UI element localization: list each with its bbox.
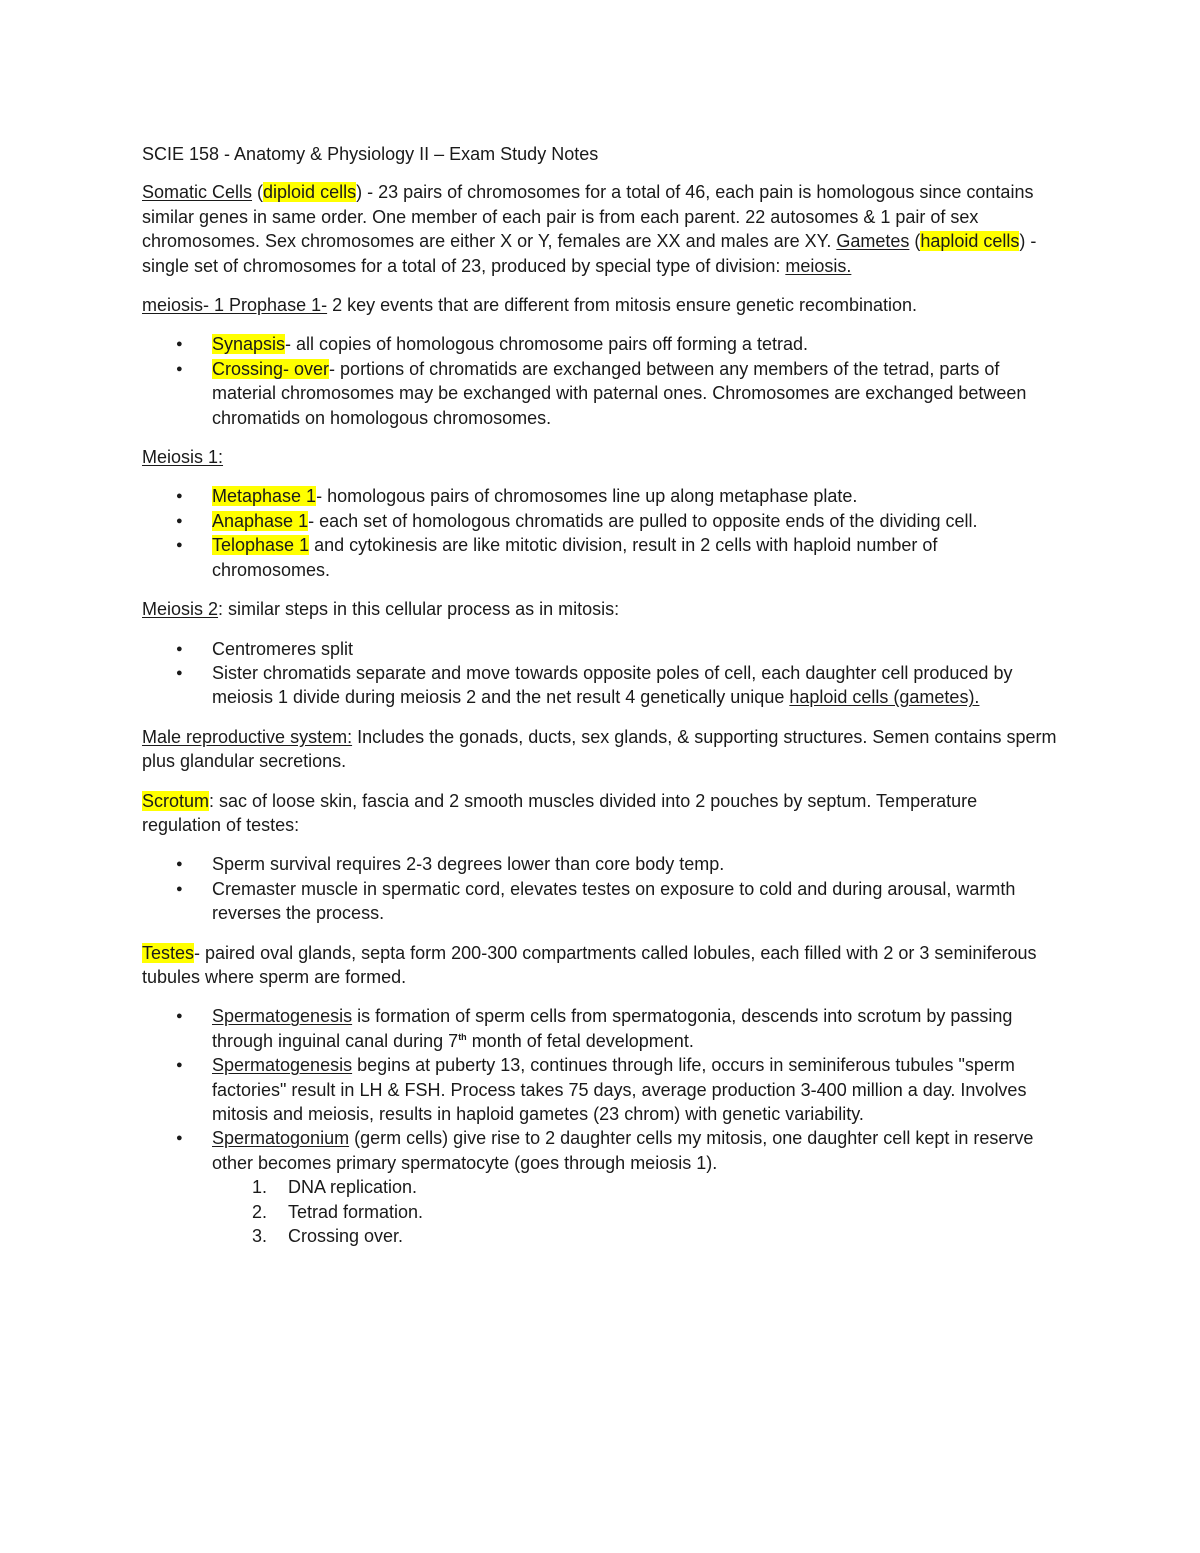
term-spermatogonium: Spermatogonium: [212, 1128, 350, 1149]
list-item: ● Sperm survival requires 2-3 degrees lower than core body temp.: [142, 852, 1060, 876]
item-number: 2.: [252, 1201, 268, 1222]
item-number: 1.: [252, 1177, 268, 1198]
list-item: [142, 533, 1060, 582]
paragraph-male-reproductive-system: [142, 725, 1060, 774]
list-item: [142, 509, 1060, 533]
list-item: [142, 357, 1060, 430]
list-item: ● Centromeres split: [142, 637, 1060, 661]
text-run: ) - 23 pairs of chromosomes for a total of 46, each pain is homologous since contains similar genes in same order. One member of each pair is from each parent. 22 autosomes & 1 pair of sex chromosomes. Sex chromosomes are either X or Y, females are XX and males are XY.: [142, 182, 1034, 252]
term-gametes: Gametes: [836, 231, 910, 252]
highlight-haploid-cells: haploid cells: [920, 231, 1020, 252]
heading-meiosis-1-text: Meiosis 1:: [142, 447, 224, 468]
spermatocyte-steps-list: [212, 1175, 1060, 1248]
list-item: ● Cremaster muscle in spermatic cord, elevates testes on exposure to cold and during arousal, warmth reverses the process.: [142, 877, 1060, 926]
list-item: [142, 1004, 1060, 1053]
meiosis-2-list: [142, 637, 1060, 710]
term-spermatogenesis: Spermatogenesis: [212, 1055, 353, 1076]
text-run: 2 key events that are different from mitosis ensure genetic recombination.: [327, 295, 918, 316]
text-run: month of fetal development.: [466, 1030, 694, 1051]
list-item: [142, 1126, 1060, 1248]
text-run: - portions of chromatids are exchanged between any members of the tetrad, parts of material chromosomes may be exchanged with paternal ones. Chromosomes are exchanged between chromatids on homologous chromosomes.: [212, 358, 1027, 428]
term-meiosis: meiosis.: [785, 255, 852, 276]
text-run: (: [252, 182, 264, 203]
text-run: : similar steps in this cellular process as in mitosis:: [218, 599, 620, 620]
paragraph-somatic-cells: [142, 180, 1060, 278]
text-run: Tetrad formation.: [288, 1201, 424, 1222]
list-item: [142, 661, 1060, 710]
highlight-metaphase-1: Metaphase 1: [212, 486, 317, 507]
text-run: is formation of sperm cells from spermatogonia, descends into scrotum by passing through inguinal canal during 7: [212, 1006, 1013, 1051]
text-run: : sac of loose skin, fascia and 2 smooth muscles divided into 2 pouches by septum. Temperature regulation of testes:: [142, 790, 978, 835]
text-run: - homologous pairs of chromosomes line up along metaphase plate.: [316, 486, 858, 507]
highlight-crossing-over: Crossing- over: [212, 358, 330, 379]
testes-list: [142, 1004, 1060, 1248]
highlight-scrotum: Scrotum: [142, 790, 210, 811]
paragraph-meiosis-2: [142, 597, 1060, 621]
text-run: Crossing over.: [288, 1226, 404, 1247]
prophase-list: [142, 332, 1060, 430]
numbered-item: [212, 1200, 1060, 1224]
heading-meiosis-1: [142, 445, 1060, 469]
list-item: [142, 1053, 1060, 1126]
paragraph-prophase-1: [142, 293, 1060, 317]
highlight-testes: Testes: [142, 942, 195, 963]
term-somatic-cells: Somatic Cells: [142, 182, 253, 203]
scrotum-list: [142, 852, 1060, 925]
heading-prophase-1: meiosis- 1 Prophase 1-: [142, 295, 328, 316]
paragraph-testes: [142, 941, 1060, 990]
text-run: - each set of homologous chromatids are pulled to opposite ends of the dividing cell.: [308, 510, 978, 531]
text-run: DNA replication.: [288, 1177, 418, 1198]
text-run: - paired oval glands, septa form 200-300 compartments called lobules, each filled with 2 or 3 seminiferous tubules where sperm are formed.: [142, 942, 1037, 987]
term-haploid-cells: haploid cells (gametes).: [789, 687, 980, 708]
superscript-th: th: [458, 1031, 467, 1042]
numbered-item: [212, 1175, 1060, 1199]
numbered-item: [212, 1224, 1060, 1248]
text-run: Sister chromatids separate and move towards opposite poles of cell, each daughter cell produced by meiosis 1 divide during meiosis 2 and the net result 4 genetically unique: [212, 662, 1013, 708]
text-run: and cytokinesis are like mitotic division, result in 2 cells with haploid number of chromosomes.: [212, 535, 938, 580]
highlight-anaphase-1: Anaphase 1: [212, 510, 309, 531]
heading-male-reproductive-system: Male reproductive system:: [142, 726, 353, 747]
heading-meiosis-2: Meiosis 2: [142, 599, 219, 620]
list-item: [142, 332, 1060, 356]
term-spermatogenesis: Spermatogenesis: [212, 1006, 353, 1027]
text-run: Includes the gonads, ducts, sex glands, & supporting structures. Semen contains sperm plus glandular secretions.: [142, 726, 1057, 772]
text-run: - all copies of homologous chromosome pairs off forming a tetrad.: [285, 334, 808, 355]
highlight-diploid-cells: diploid cells: [263, 182, 357, 203]
text-run: (germ cells) give rise to 2 daughter cells my mitosis, one daughter cell kept in reserve other becomes primary spermatocyte (goes through meiosis 1).: [212, 1128, 1034, 1173]
paragraph-scrotum: [142, 789, 1060, 838]
text-run: begins at puberty 13, continues through life, occurs in seminiferous tubules "sperm factories" result in LH & FSH. Process takes 75 days, average production 3-400 million a day. Involves mitosis and meiosis, results in haploid gametes (23 chrom) with genetic variability.: [212, 1055, 1027, 1124]
highlight-synapsis: Synapsis: [212, 334, 286, 355]
highlight-telophase-1: Telophase 1: [212, 535, 310, 556]
list-item: [142, 484, 1060, 508]
document-title: SCIE 158 - Anatomy & Physiology II – Exam Study Notes: [142, 144, 599, 164]
item-number: 3.: [252, 1226, 268, 1247]
text-run: ) - single set of chromosomes for a total of 23, produced by special type of division:: [142, 231, 1037, 276]
text-run: (: [909, 231, 921, 252]
meiosis-1-list: [142, 484, 1060, 582]
